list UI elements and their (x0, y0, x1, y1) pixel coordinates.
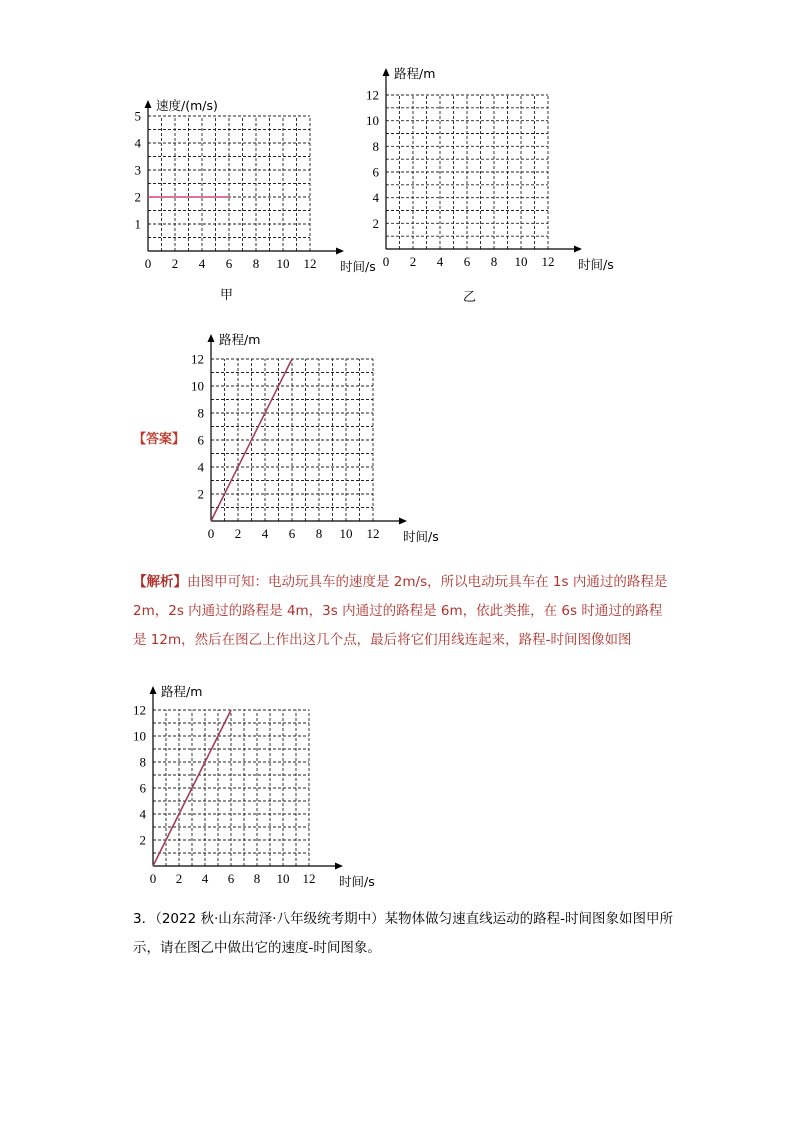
y-tick-label: 6 (197, 432, 204, 448)
y-tick-label: 8 (372, 138, 379, 154)
chart-analysis (125, 680, 385, 895)
y-tick-label: 2 (372, 215, 379, 231)
x-tick-label: 6 (225, 256, 233, 271)
question-3: 3．（2022 秋·山东菏泽·八年级统考期中）某物体做匀速直线运动的路程-时间图象如图甲所示，请在图乙中做出它的速度-时间图象。 (133, 911, 673, 956)
x-tick-label: 10 (276, 871, 290, 886)
y-tick-label: 10 (191, 378, 204, 394)
y-axis-label: 路程/m (161, 684, 203, 699)
y-tick-label: 5 (134, 108, 141, 124)
x-tick-label: 10 (339, 526, 353, 541)
y-tick-label: 10 (133, 728, 146, 744)
x-tick-label: 12 (303, 256, 317, 271)
x-tick-label: 4 (201, 871, 209, 886)
x-tick-label: 0 (149, 871, 157, 886)
x-tick-label: 12 (366, 526, 380, 541)
x-tick-label: 4 (261, 526, 269, 541)
y-tick-label: 10 (366, 113, 379, 129)
x-tick-label: 2 (175, 871, 183, 886)
y-axis-arrow (208, 334, 215, 342)
x-axis-label: 时间/s (339, 874, 375, 889)
y-axis-arrow (145, 100, 152, 108)
x-axis-label: 时间/s (403, 529, 439, 544)
chart-yi (358, 62, 618, 282)
y-axis-label: 速度/(m/s) (156, 98, 218, 113)
y-tick-label: 12 (191, 351, 204, 367)
x-tick-label: 8 (490, 254, 498, 269)
y-axis-arrow (383, 68, 390, 76)
x-tick-label: 8 (315, 526, 323, 541)
y-tick-label: 6 (372, 164, 379, 180)
x-tick-label: 12 (541, 254, 555, 269)
analysis-text: 由图甲可知：电动玩具车的速度是 2m/s，所以电动玩具车在 1s 内通过的路程是 2m，2s 内通过的路程是 4m，3s 内通过的路程是 6m，依此类推，在 6s 时通过的路程是 12m，然后在图乙上作出这几个点，最后将它们用线连起来，路程-时间图像如图 (133, 574, 668, 648)
y-tick-label: 1 (134, 216, 141, 232)
y-axis-label: 路程/m (219, 332, 261, 347)
y-axis-arrow (150, 686, 157, 694)
analysis-tag: 【解析】 (133, 574, 187, 590)
x-axis-arrow (336, 248, 344, 255)
x-axis-arrow (335, 863, 343, 870)
x-tick-label: 0 (207, 526, 215, 541)
x-tick-label: 2 (409, 254, 417, 269)
y-tick-label: 2 (139, 832, 146, 848)
x-tick-label: 0 (144, 256, 152, 271)
y-tick-label: 12 (366, 87, 379, 103)
analysis-paragraph (133, 568, 673, 655)
y-tick-label: 4 (197, 459, 204, 475)
x-axis-arrow (574, 246, 582, 253)
y-tick-label: 12 (133, 702, 146, 718)
caption-yi: 乙 (463, 290, 477, 305)
y-tick-label: 4 (139, 806, 146, 822)
x-tick-label: 4 (198, 256, 206, 271)
answer-tag: 【答案】 (133, 432, 186, 447)
x-tick-label: 2 (234, 526, 242, 541)
y-tick-label: 2 (134, 189, 141, 205)
x-tick-label: 6 (227, 871, 235, 886)
x-tick-label: 10 (276, 256, 290, 271)
y-tick-label: 3 (134, 162, 141, 178)
x-tick-label: 12 (302, 871, 316, 886)
chart-jia (120, 92, 380, 287)
y-tick-label: 8 (197, 405, 204, 421)
x-tick-label: 10 (514, 254, 528, 269)
y-tick-label: 6 (139, 780, 146, 796)
x-tick-label: 6 (288, 526, 296, 541)
x-tick-label: 8 (252, 256, 260, 271)
x-tick-label: 6 (463, 254, 471, 269)
x-axis-label: 时间/s (578, 257, 614, 272)
caption-jia: 甲 (220, 288, 234, 303)
y-tick-label: 2 (197, 486, 204, 502)
x-tick-label: 0 (382, 254, 390, 269)
y-axis-label: 路程/m (394, 66, 436, 81)
x-tick-label: 8 (253, 871, 261, 886)
chart-answer (183, 328, 443, 548)
x-axis-arrow (399, 518, 407, 525)
y-tick-label: 4 (372, 190, 379, 206)
x-axis-label: 时间/s (340, 259, 376, 274)
x-tick-label: 2 (171, 256, 179, 271)
y-tick-label: 4 (134, 135, 141, 151)
x-tick-label: 4 (436, 254, 444, 269)
y-tick-label: 8 (139, 754, 146, 770)
